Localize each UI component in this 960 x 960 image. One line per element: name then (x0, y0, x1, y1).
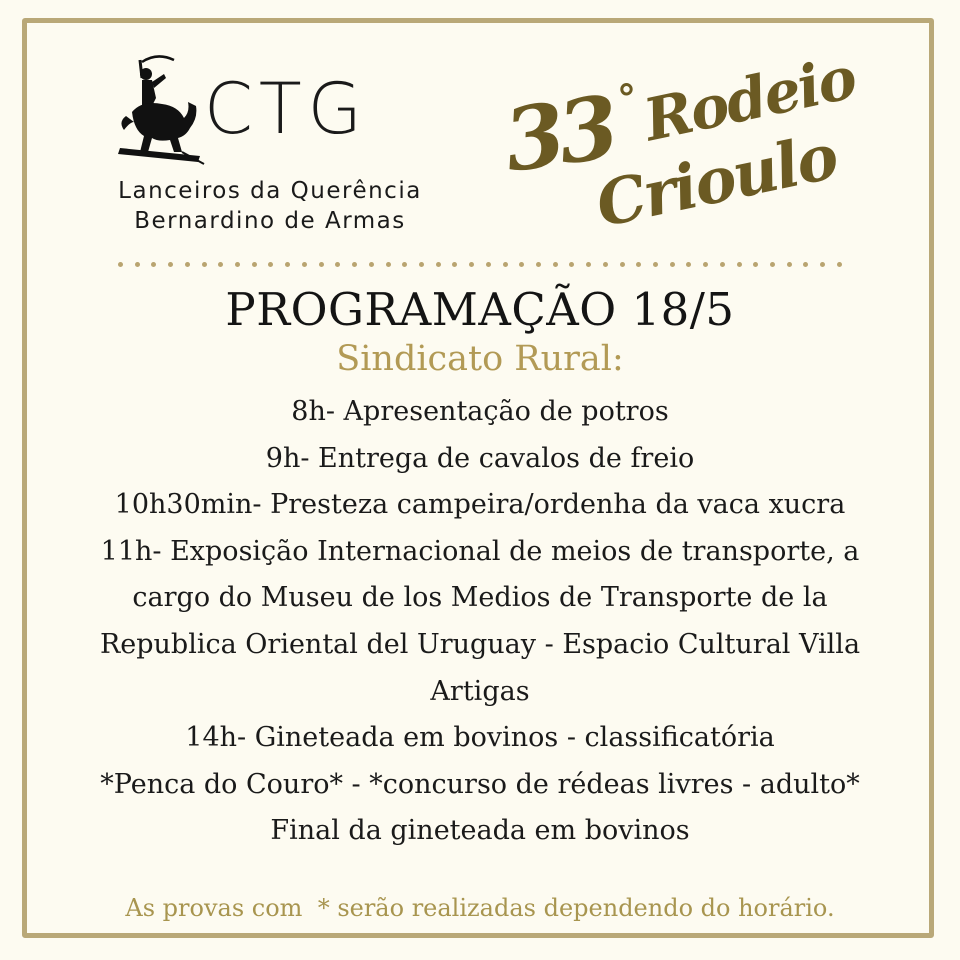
rodeio-ordinal: ° (617, 77, 636, 121)
schedule-item: cargo do Museu de los Medios de Transporte de la (132, 582, 828, 614)
rodeio-number: 33 (498, 77, 620, 193)
page-title: PROGRAMAÇÃO 18/5 (225, 283, 735, 336)
schedule-item: 8h- Apresentação de potros (291, 396, 669, 427)
schedule-item: *Penca do Couro* - *concurso de rédeas livres - adulto* (100, 768, 860, 800)
rodeio-word-crioulo: Crioulo (589, 119, 843, 242)
schedule-item: 9h- Entrega de cavalos de freio (265, 442, 695, 474)
schedule-item: 14h- Gineteada em bovinos - classificatória (185, 722, 775, 754)
venue-subtitle: Sindicato Rural: (336, 339, 624, 379)
schedule-item: Final da gineteada em bovinos (270, 815, 690, 847)
schedule-item: Artigas (430, 675, 530, 707)
header (0, 0, 960, 260)
schedule-item: 11h- Exposição Internacional de meios de transporte, a (100, 535, 860, 567)
dotted-divider (118, 258, 842, 270)
rodeio-crioulo-logo (498, 43, 861, 248)
footnote: As provas com * serão realizadas dependendo do horário. (125, 894, 835, 922)
ctg-name-line2: Bernardino de Armas (134, 208, 406, 234)
ctg-full-name (90, 176, 450, 236)
schedule-item: Republica Oriental del Uruguay - Espacio Cultural Villa (99, 628, 861, 660)
ctg-acronym: CTG (204, 68, 368, 150)
rodeio-word-rodeio: Rodeio (638, 43, 861, 155)
schedule-item: 10h30min- Presteza campeira/ordenha da vaca xucra (114, 489, 846, 521)
schedule-list (40, 389, 920, 855)
ctg-name-line1: Lanceiros da Querência (118, 178, 422, 204)
